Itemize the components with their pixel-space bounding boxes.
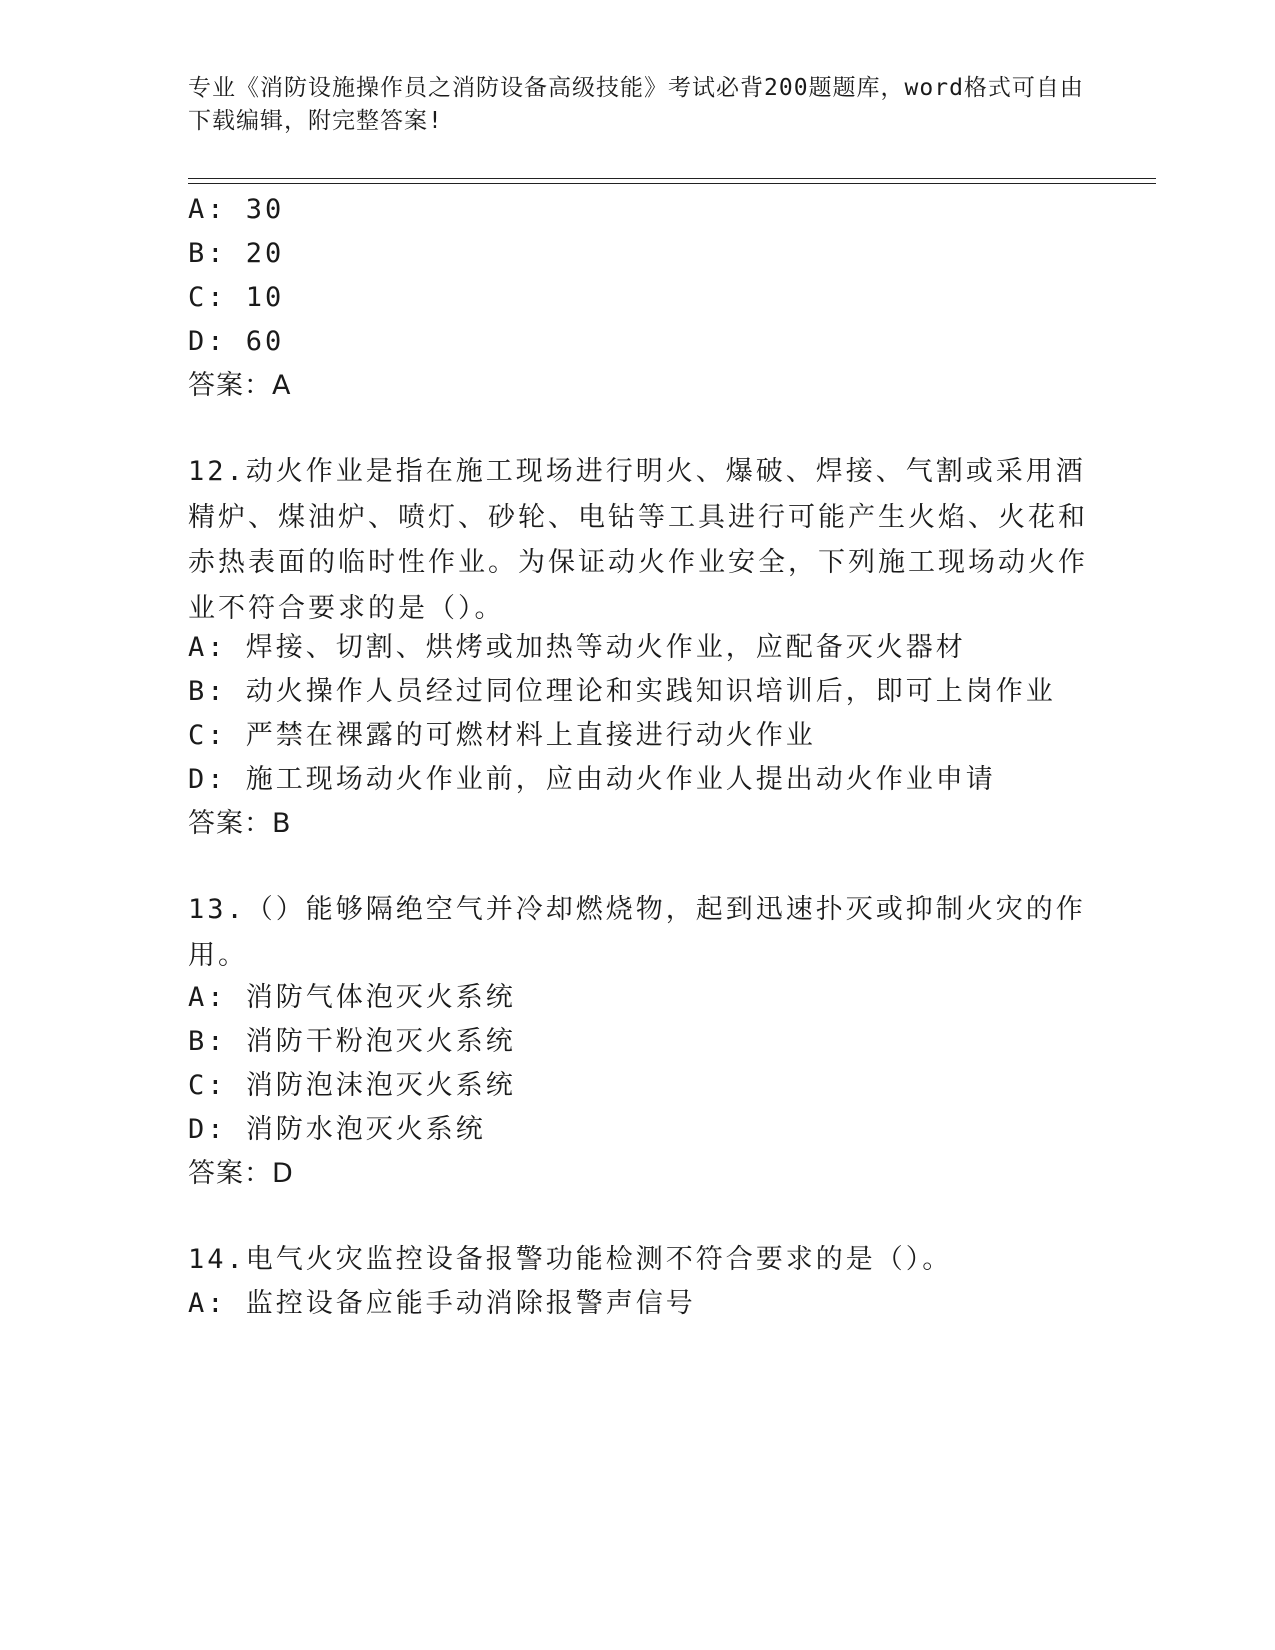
- q13-answer: 答案：D: [188, 1158, 294, 1189]
- q13-option-a: A: 消防气体泡灭火系统: [188, 982, 516, 1013]
- q13-option-b: B: 消防干粉泡灭火系统: [188, 1026, 516, 1057]
- q11-answer: 答案：A: [188, 370, 292, 401]
- q13-option-c: C: 消防泡沫泡灭火系统: [188, 1070, 516, 1101]
- q12-option-b: B: 动火操作人员经过同位理论和实践知识培训后，即可上岗作业: [188, 676, 1056, 707]
- q13-option-d: D: 消防水泡灭火系统: [188, 1114, 486, 1145]
- page-header: 专业《消防设施操作员之消防设备高级技能》考试必背200题题库，word格式可自由下载编辑，附完整答案!: [188, 75, 1084, 134]
- q12-answer: 答案：B: [188, 808, 292, 839]
- header-divider-bottom: [188, 183, 1156, 184]
- q11-option-d: D: 60: [188, 326, 285, 357]
- q12-option-d: D: 施工现场动火作业前，应由动火作业人提出动火作业申请: [188, 764, 996, 795]
- q12-option-c: C: 严禁在裸露的可燃材料上直接进行动火作业: [188, 720, 816, 751]
- q13-question: 13.（）能够隔绝空气并冷却燃烧物，起到迅速扑灭或抑制火灾的作用。: [188, 894, 1086, 971]
- header-divider-top: [188, 178, 1156, 179]
- q11-option-c: C: 10: [188, 282, 285, 313]
- q12-question: 12.动火作业是指在施工现场进行明火、爆破、焊接、气割或采用酒精炉、煤油炉、喷灯、砂轮、电钻等工具进行可能产生火焰、火花和赤热表面的临时性作业。为保证动火作业安全，下列施工现场动火作业不符合要求的是（）。: [188, 456, 1088, 624]
- q11-option-a: A: 30: [188, 194, 285, 225]
- q14-question: 14.电气火灾监控设备报警功能检测不符合要求的是（）。: [188, 1244, 953, 1275]
- q12-option-a: A: 焊接、切割、烘烤或加热等动火作业，应配备灭火器材: [188, 632, 966, 663]
- q11-option-b: B: 20: [188, 238, 285, 269]
- q14-option-a: A: 监控设备应能手动消除报警声信号: [188, 1288, 696, 1319]
